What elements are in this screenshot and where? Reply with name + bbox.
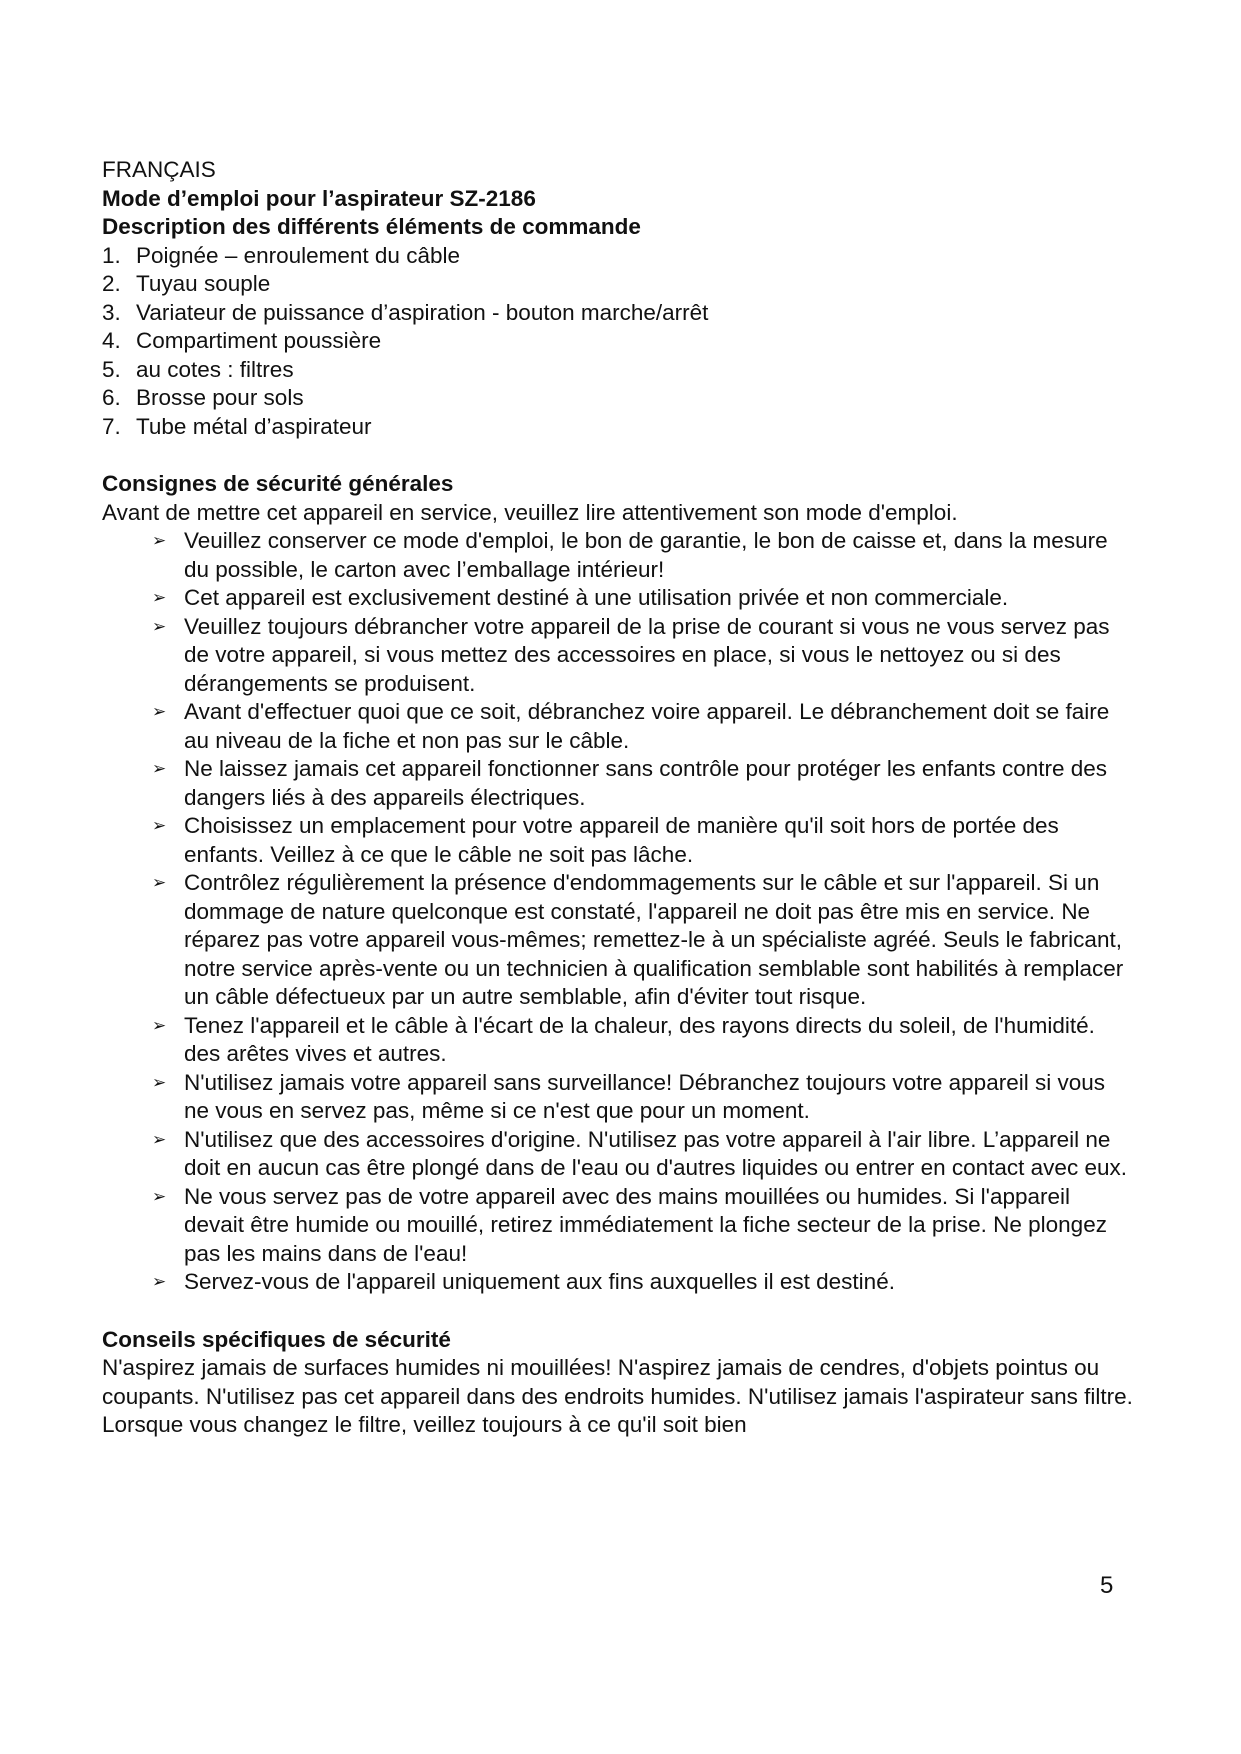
general-safety-heading: Consignes de sécurité générales [102, 471, 454, 496]
arrow-bullet-icon: ➢ [152, 588, 167, 608]
item-number: 2. [102, 271, 121, 296]
rule-text: Cet appareil est exclusivement destiné à une utilisation privée et non commerciale. [184, 585, 1009, 610]
list-item [152, 755, 1142, 812]
arrow-bullet-icon: ➢ [152, 1186, 167, 1207]
rule-text: Choisissez un emplacement pour votre appareil de manière qu'il soit hors de portée des enfants. Veillez à ce que le câble ne soit pas lâche. [184, 813, 1059, 867]
arrow-bullet-icon: ➢ [152, 1072, 167, 1093]
list-item [102, 413, 1142, 442]
item-text: Tuyau souple [136, 271, 271, 296]
arrow-bullet-icon: ➢ [152, 1272, 167, 1292]
item-number: 6. [102, 385, 121, 410]
list-item [102, 270, 1142, 299]
arrow-bullet-icon: ➢ [152, 873, 167, 893]
list-item [152, 613, 1142, 699]
list-item [102, 299, 1142, 328]
item-number: 1. [102, 242, 121, 268]
list-item [152, 1126, 1142, 1183]
safety-rules-list [102, 527, 1142, 1297]
item-text: Tube métal d’aspirateur [136, 413, 372, 439]
item-number: 5. [102, 356, 121, 382]
rule-text: N'utilisez jamais votre appareil sans surveillance! Débranchez toujours votre appareil si vous ne vous en servez pas, même si ce n'est que pour un moment. [184, 1069, 1105, 1123]
list-item [152, 869, 1142, 1012]
item-text: Poignée – enroulement du câble [136, 242, 460, 268]
item-text: Compartiment poussière [136, 328, 382, 353]
rule-text: Tenez l'appareil et le câble à l'écart de la chaleur, des rayons directs du soleil, de l'humidité. des arêtes vives et autres. [184, 1012, 1095, 1066]
arrow-bullet-icon: ➢ [152, 702, 167, 722]
item-text: au cotes : filtres [136, 356, 294, 382]
rule-text: Servez-vous de l'appareil uniquement aux fins auxquelles il est destiné. [184, 1269, 895, 1294]
parts-list [102, 242, 1142, 442]
arrow-bullet-icon: ➢ [152, 816, 167, 836]
list-item [102, 384, 1142, 413]
item-number: 4. [102, 328, 121, 353]
rule-text: Contrôlez régulièrement la présence d'endommagements sur le câble et sur l'appareil. Si un dommage de nature quelconque est constaté, l'appareil ne doit pas être mis en service. Ne réparez pas votre appareil vous-mêmes; remettez-le à un spécialiste agréé. Seuls le fabricant, notre service après-vente ou un technicien à qualification semblable sont habilités à remplacer un câble défectueux par un autre semblable, afin d'éviter tout risque. [184, 870, 1124, 1009]
item-text: Variateur de puissance d’aspiration - bouton marche/arrêt [136, 299, 709, 325]
rule-text: Veuillez conserver ce mode d'emploi, le bon de garantie, le bon de caisse et, dans la mesure du possible, le carton avec l’emballage intérieur! [184, 528, 1108, 582]
list-item [152, 1268, 1142, 1297]
list-item [152, 584, 1142, 613]
description-heading: Description des différents éléments de commande [102, 214, 641, 239]
arrow-bullet-icon: ➢ [152, 759, 167, 779]
arrow-bullet-icon: ➢ [152, 1129, 167, 1150]
list-item [102, 356, 1142, 385]
list-item [152, 812, 1142, 869]
rule-text: Avant d'effectuer quoi que ce soit, débranchez voire appareil. Le débranchement doit se faire au niveau de la fiche et non pas sur le câble. [184, 699, 1110, 753]
item-number: 3. [102, 299, 121, 325]
list-item [152, 698, 1142, 755]
arrow-bullet-icon: ➢ [152, 1015, 167, 1036]
rule-text: Ne vous servez pas de votre appareil avec des mains mouillées ou humides. Si l'appareil devait être humide ou mouillé, retirez immédiatement la fiche secteur de la prise. Ne plongez pas les mains dans de l'eau! [184, 1183, 1107, 1266]
rule-text: Ne laissez jamais cet appareil fonctionner sans contrôle pour protéger les enfants contre des dangers liés à des appareils électriques. [184, 756, 1108, 810]
page-number: 5 [1100, 1572, 1114, 1599]
list-item [152, 1069, 1142, 1126]
specific-safety-text: N'aspirez jamais de surfaces humides ni mouillées! N'aspirez jamais de cendres, d'objets pointus ou coupants. N'utilisez pas cet appareil dans des endroits humides. N'utilisez jamais l'aspirateur sans filtre. Lorsque vous changez le filtre, veillez toujours à ce qu'il soit bien [102, 1355, 1133, 1437]
rule-text: N'utilisez que des accessoires d'origine. N'utilisez pas votre appareil à l'air libre. L’appareil ne doit en aucun cas être plongé dans de l'eau ou d'autres liquides ou entrer en contact avec eux. [184, 1126, 1127, 1180]
list-item [102, 327, 1142, 356]
document-title: Mode d’emploi pour l’aspirateur SZ-2186 [102, 185, 536, 211]
item-number: 7. [102, 413, 121, 439]
language-label: FRANÇAIS [102, 157, 216, 182]
arrow-bullet-icon: ➢ [152, 616, 167, 637]
list-item [152, 1012, 1142, 1069]
document-page [102, 156, 1142, 1440]
list-item [102, 242, 1142, 271]
list-item [152, 527, 1142, 584]
list-item [152, 1183, 1142, 1269]
rule-text: Veuillez toujours débrancher votre appareil de la prise de courant si vous ne vous servez pas de votre appareil, si vous mettez des accessoires en place, si vous le nettoyez ou si des dérangements se produisent. [184, 613, 1110, 696]
specific-safety-heading: Conseils spécifiques de sécurité [102, 1326, 451, 1352]
item-text: Brosse pour sols [136, 385, 304, 410]
arrow-bullet-icon: ➢ [152, 531, 167, 551]
general-safety-intro: Avant de mettre cet appareil en service, veuillez lire attentivement son mode d'emploi. [102, 499, 958, 525]
